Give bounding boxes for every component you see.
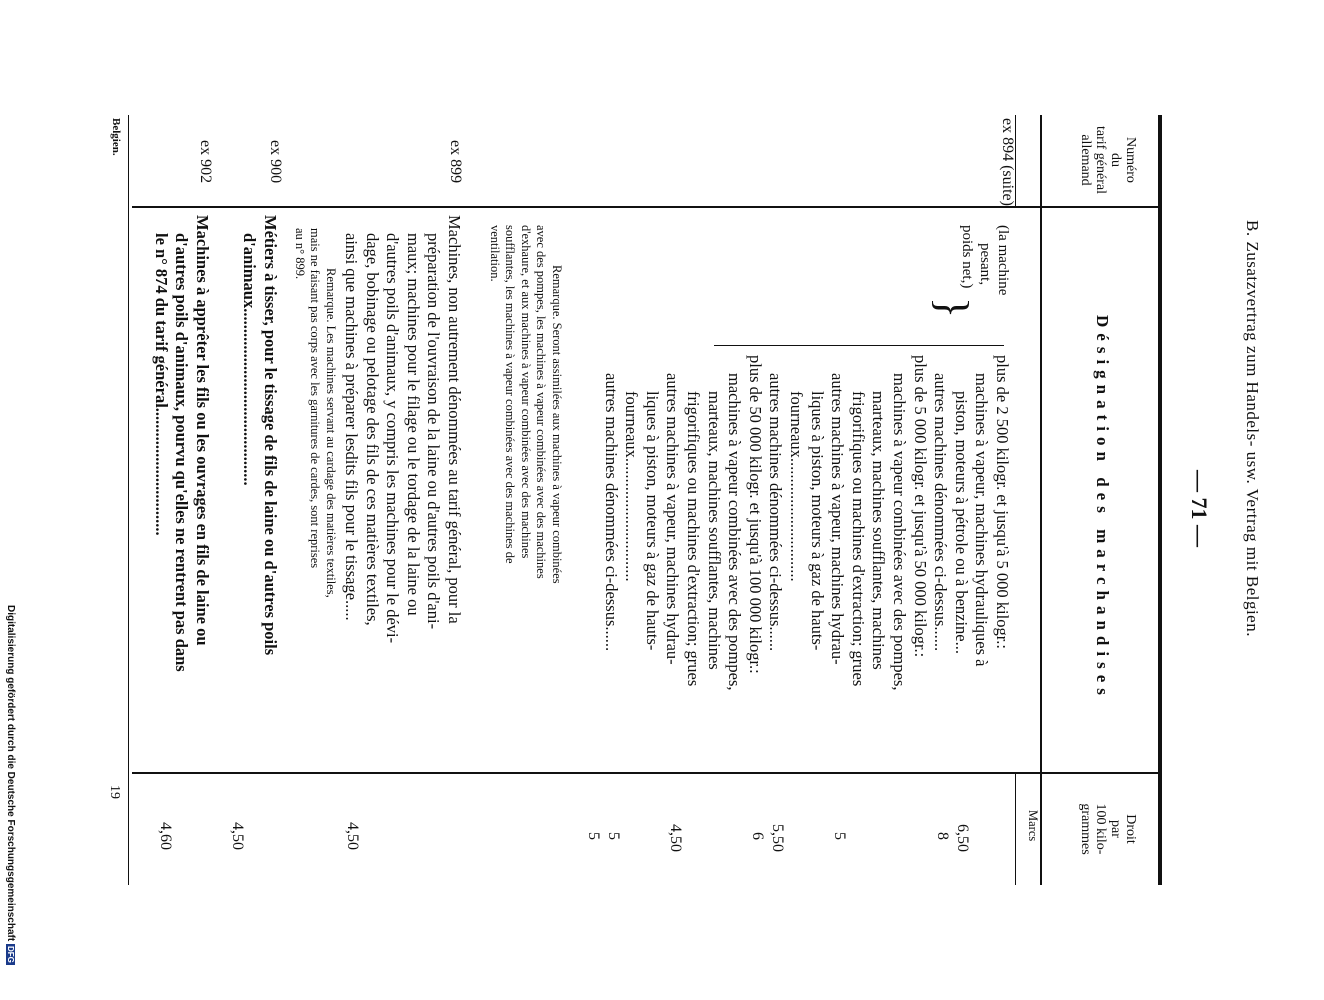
duty-902: 4,60 <box>157 822 174 850</box>
column-divider-left <box>132 206 1162 208</box>
tariff-number-header: Numéro du tarif général allemand <box>1078 125 1138 194</box>
duty-894-1: 6,50 <box>954 824 971 852</box>
designation-header: Désignation des marchandises <box>1093 315 1112 701</box>
designation-899: Machines, non autrement dénommées au tarif général, pour la préparation de l'ouvraison de la laine ou d'autres poils d'ani- maux; machines pour le filage ou le tordage de la laine ou d'autres poils d'animaux, y compris les machines pour le dévi- dage, bobinage ou pelotage des fils de ces matières textiles, ainsi que machines à préparer lesdits fils pour le tissage..... <box>342 215 464 644</box>
running-title: B. Zusatzvertrag zum Handels- usw. Vertrag mit Belgien. <box>1243 220 1262 637</box>
brace-894: } <box>928 297 977 319</box>
dfg-logo: DFG <box>6 945 15 963</box>
designation-902: Machines à apprêter les fils ou les ouvrages en fils de laine ou d'autres poils d'animaux, pourvu qu'elles ne rentrent pas dans le n° 874 du tarif général............................... <box>151 215 212 672</box>
digitization-note: Digitalisierung gefördert durch die Deutsche Forschungsgemeinschaft DFG <box>5 605 16 963</box>
duty-894-7: 5 <box>605 832 622 840</box>
duty-894-4: 5,50 <box>769 824 786 852</box>
duty-894-2: 8 <box>934 832 951 840</box>
header-bottom-rule <box>1040 115 1042 885</box>
page-number: — 71 — <box>1187 470 1212 547</box>
duty-894-5: 6 <box>749 832 766 840</box>
row-rule-right <box>1015 773 1016 885</box>
duty-894-6: 4,50 <box>667 824 684 852</box>
brace-label-894: (la machine pesant, poids net,) <box>959 225 1011 296</box>
footer-left: Belgien. <box>110 118 122 156</box>
table-top-rule <box>1158 115 1162 885</box>
tariff-number-900: ex 900 <box>267 140 284 184</box>
duty-894-8: 5 <box>585 832 602 840</box>
brace-stem-894 <box>714 345 1004 346</box>
tariff-number-894: ex 894 (suite) <box>999 118 1016 206</box>
duty-unit: Marcs <box>1026 810 1040 842</box>
column-divider-right <box>132 772 1162 774</box>
tariff-number-899: ex 899 <box>447 140 464 184</box>
designation-900: Métiers à tisser, pour le tissage de fils de laine ou d'autres poils d'animaux........................................... <box>240 215 280 656</box>
duty-899: 4,50 <box>344 822 361 850</box>
table-bottom-rule <box>128 115 129 885</box>
designation-894: plus de 2 500 kilogr. et jusqu'à 5 000 kilogr.: machines à vapeur, machines hydrauliques à piston, moteurs à pétrole ou à benzine... autres machines dénommées ci-dessus...... plus de 5 000 kilogr. et jusqu'à 50 000 kilogr.: machines à vapeur combinées avec des pompes, marteaux, machines soufflantes, machines frigorifiques ou machines d'extraction; grues autres machines à vapeur, machines hydrau- liques à piston, moteurs à gaz de hauts- fourneaux.............................. autres machines dénommées ci-dessus...... plus de 50 000 kilogr. et jusqu'à 100 000 kilogr.: machines à vapeur combinées avec des pompes, marteaux, machines soufflantes, machines frigorifiques ou machines d'extraction; grues autres machines à vapeur, machines hydrau- liques à piston, moteurs à gaz de hauts- fourneaux.............................. autres machines dénommées ci-dessus...... <box>601 355 1012 691</box>
remark-899: Remarque. Les machines servant au cardage des matières textiles, mais ne faisant pas corps avec les garnitures de cardes, sont reprises au n° 899. <box>293 228 338 598</box>
duty-header: Droit par 100 kilo- grammes <box>1078 803 1138 855</box>
duty-900: 4,50 <box>229 822 246 850</box>
remark-894: Remarque. Seront assimilées aux machines à vapeur combinées avec des pompes, les machines à vapeur combinées avec des machines d'exhaure, et aux machines à vapeur combinées avec des machines soufflantes, les machines à vapeur combinées avec des machines de ventilation. <box>488 225 564 584</box>
tariff-number-902: ex 902 <box>197 140 214 184</box>
duty-894-3: 5 <box>831 832 848 840</box>
footer-right: 19 <box>107 785 122 799</box>
